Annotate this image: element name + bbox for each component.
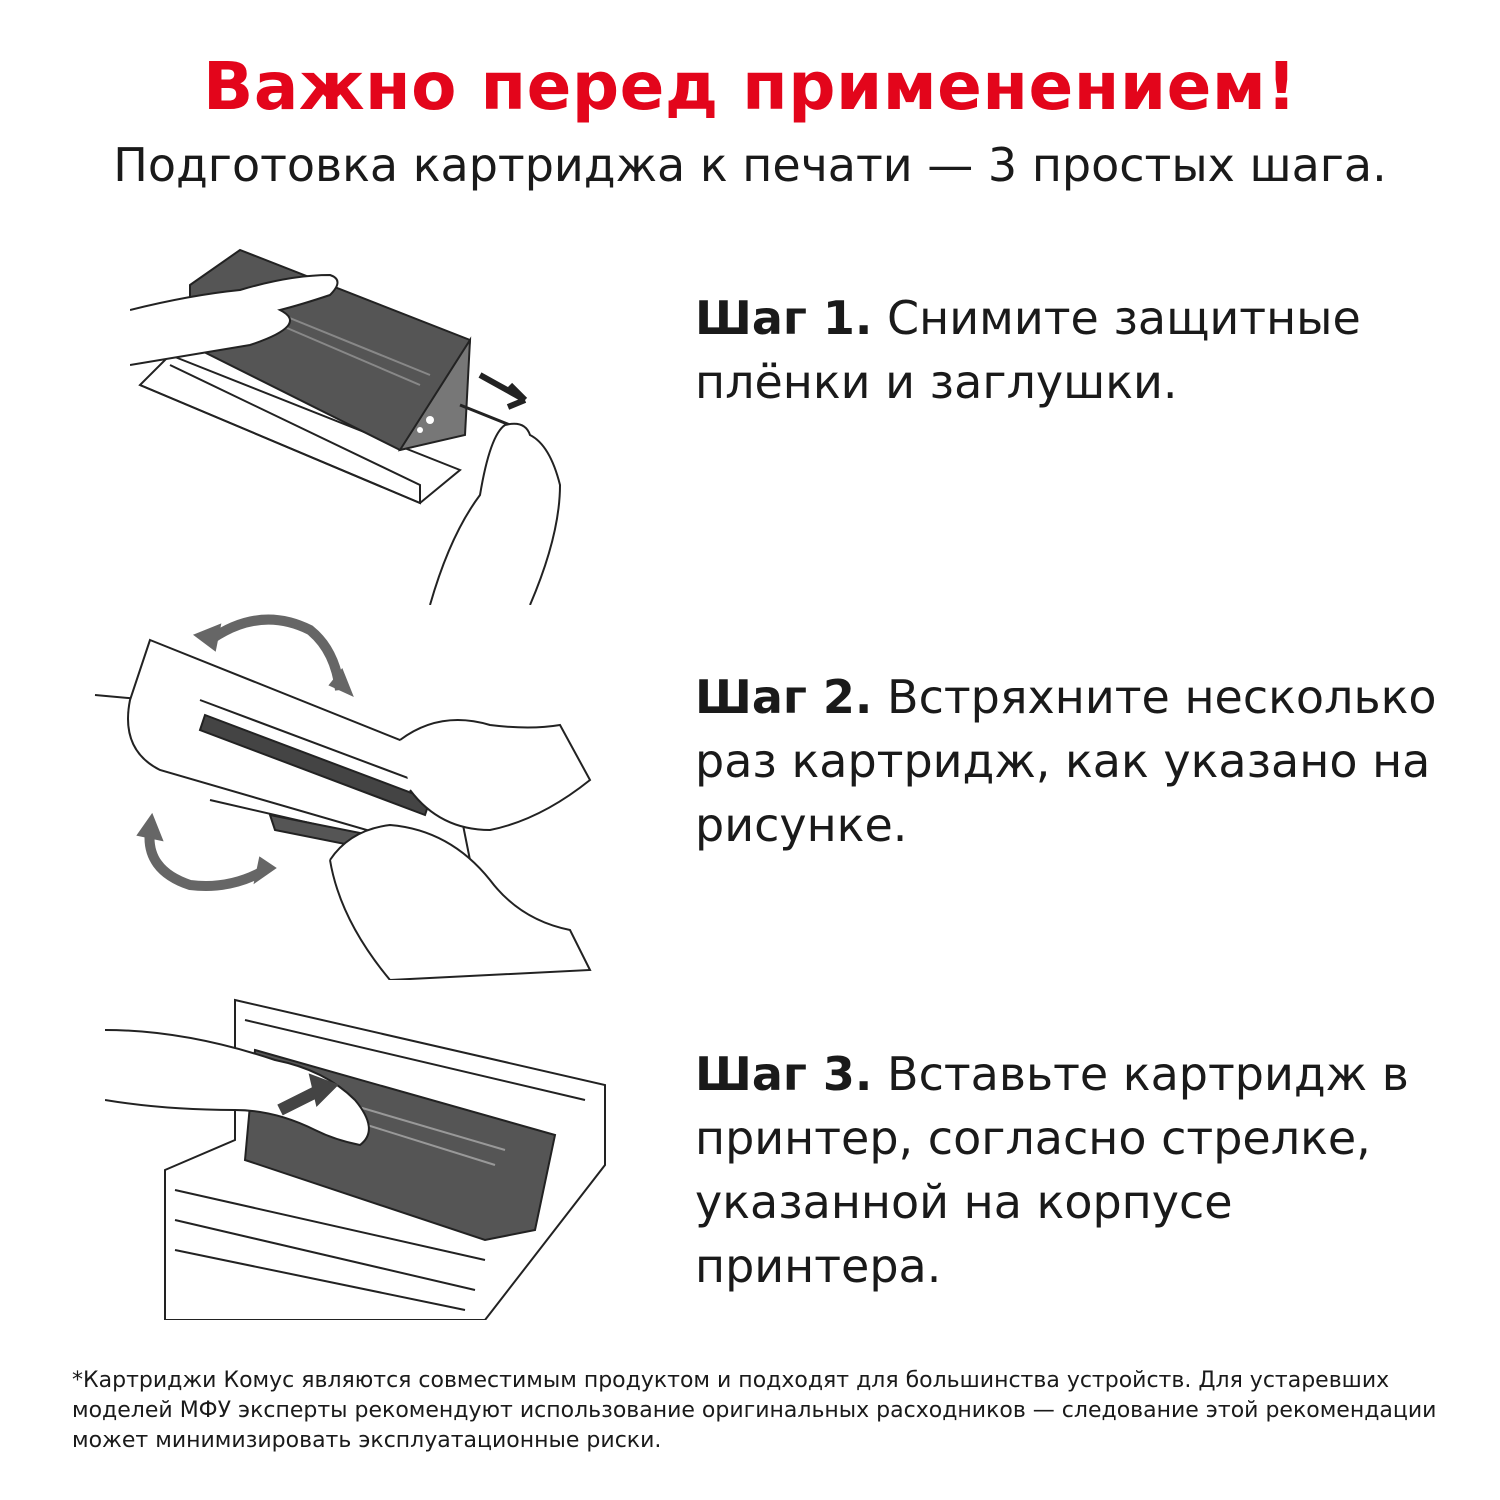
step-3-label: Шаг 3. — [695, 1047, 873, 1101]
step-1-instruction — [695, 286, 1455, 414]
step-3-text: Вставьте картридж в принтер, согласно стрелке, указанной на корпусе принтера. — [695, 1047, 1409, 1293]
shake-cartridge-illustration — [90, 600, 600, 980]
page-title: Важно перед применением! — [203, 48, 1297, 125]
remove-film-illustration — [130, 235, 590, 605]
step-2-instruction — [695, 665, 1455, 857]
footnote: *Картриджи Комус являются совместимым продуктом и подходят для большинства устройств. Для устаревших моделей МФУ эксперты рекомендуют использование оригинальных расходников — следование этой рекомендации может минимизировать эксплуатационные риски. — [72, 1368, 1437, 1453]
step-1-text: Снимите защитные плёнки и заглушки. — [695, 291, 1361, 409]
page-subtitle: Подготовка картриджа к печати — 3 простых шага. — [113, 138, 1387, 192]
step-2-text: Встряхните несколько раз картридж, как указано на рисунке. — [695, 670, 1437, 852]
insert-cartridge-illustration — [105, 990, 610, 1320]
step-2-label: Шаг 2. — [695, 670, 873, 724]
step-1-label: Шаг 1. — [695, 291, 873, 345]
step-3-instruction — [695, 1042, 1455, 1298]
